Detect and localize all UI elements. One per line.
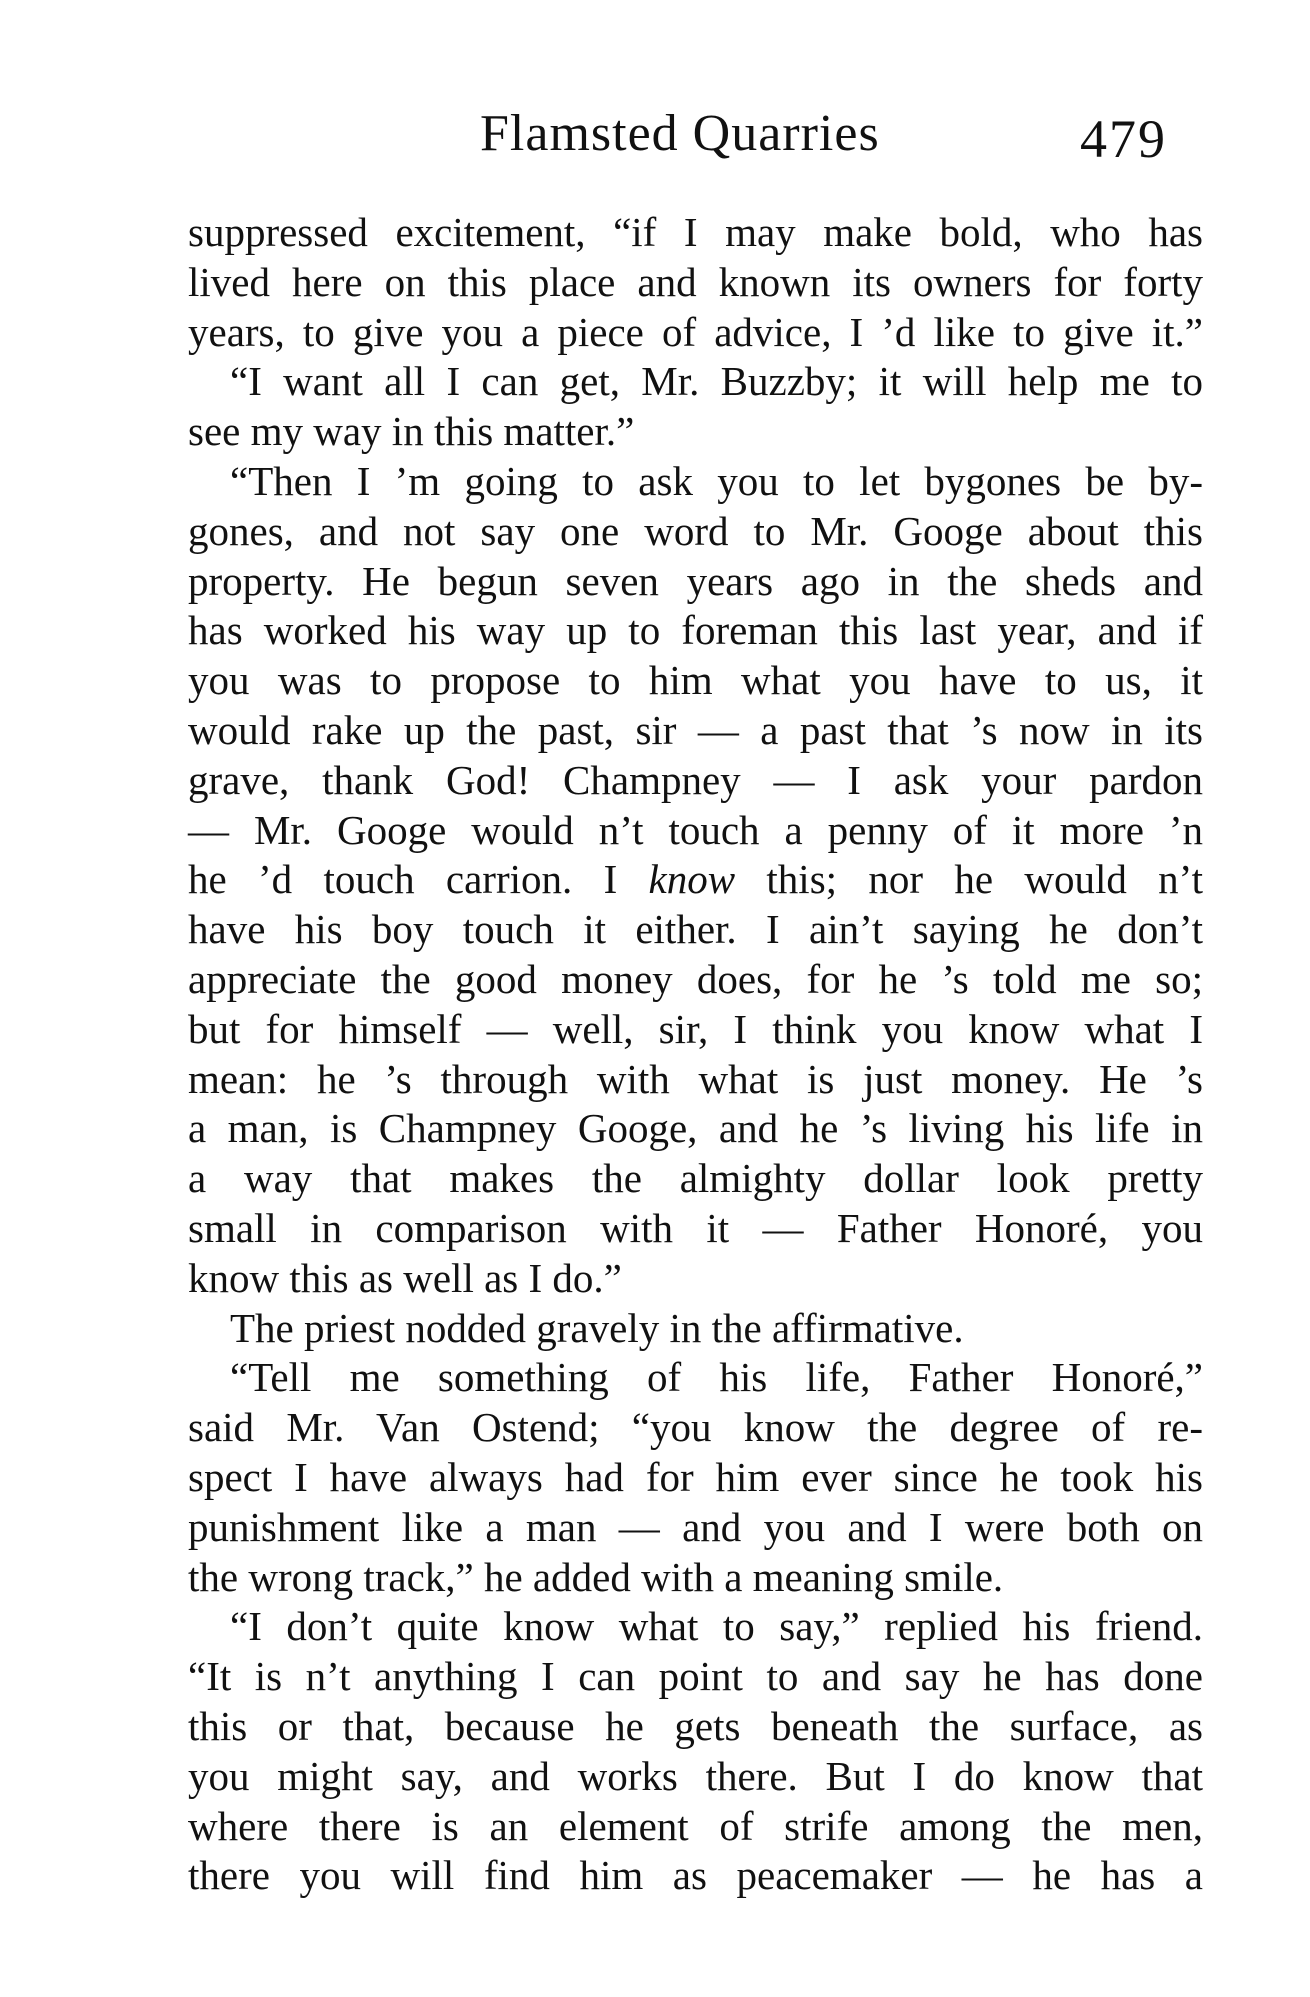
text-line: gones, and not say one word to Mr. Googe about this xyxy=(188,507,1203,554)
text-line: punishment like a man — and you and I were both on xyxy=(188,1503,1203,1550)
page-number: 479 xyxy=(1080,109,1167,169)
text-line: see my way in this matter.” xyxy=(188,408,635,455)
text-line: spect I have always had for him ever since he took his xyxy=(188,1453,1203,1500)
text-line: property. He begun seven years ago in the sheds and xyxy=(188,557,1203,604)
text-line: “Tell me something of his life, Father Honoré,” xyxy=(230,1354,1203,1401)
text-line: “I don’t quite know what to say,” replied his friend. xyxy=(230,1603,1203,1650)
text-line: appreciate the good money does, for he ’s told me so; xyxy=(188,955,1203,1002)
text-line: small in comparison with it — Father Honoré, you xyxy=(188,1204,1203,1251)
text-line: but for himself — well, sir, I think you know what I xyxy=(188,1005,1203,1052)
text-line: mean: he ’s through with what is just money. He ’s xyxy=(188,1055,1203,1102)
text-line: years, to give you a piece of advice, I ’d like to give it.” xyxy=(188,308,1203,355)
text-line: has worked his way up to foreman this last year, and if xyxy=(188,607,1203,654)
text-line: a way that makes the almighty dollar look pretty xyxy=(188,1155,1203,1202)
text-line: — Mr. Googe would n’t touch a penny of it more ’n xyxy=(188,806,1203,853)
emphasized-word: know xyxy=(648,856,736,903)
text-line: “Then I ’m going to ask you to let bygones be by- xyxy=(230,457,1203,504)
text-line: The priest nodded gravely in the affirmative. xyxy=(230,1304,964,1351)
text-line: he ’d touch carrion. I know this; nor he would n’t xyxy=(188,856,1203,903)
text-line: lived here on this place and known its owners for forty xyxy=(188,258,1203,305)
text-line: the wrong track,” he added with a meaning smile. xyxy=(188,1553,1004,1600)
text-line: grave, thank God! Champney — I ask your pardon xyxy=(188,756,1203,803)
text-line: a man, is Champney Googe, and he ’s living his life in xyxy=(188,1105,1203,1152)
running-head: Flamsted Quarries xyxy=(480,105,880,162)
text-line: you might say, and works there. But I do know that xyxy=(188,1752,1203,1799)
text-line: you was to propose to him what you have to us, it xyxy=(188,657,1203,704)
text-line: there you will find him as peacemaker — he has a xyxy=(188,1852,1203,1899)
text-line: said Mr. Van Ostend; “you know the degree of re- xyxy=(188,1404,1203,1451)
text-line: have his boy touch it either. I ain’t saying he don’t xyxy=(188,906,1203,953)
text-line: where there is an element of strife among the men, xyxy=(188,1802,1203,1849)
text-line: this or that, because he gets beneath the surface, as xyxy=(188,1702,1203,1749)
text-line: would rake up the past, sir — a past that ’s now in its xyxy=(188,706,1203,753)
text-line: suppressed excitement, “if I may make bold, who has xyxy=(188,209,1203,255)
text-line: “It is n’t anything I can point to and say he has done xyxy=(188,1653,1203,1700)
text-line: know this as well as I do.” xyxy=(188,1254,622,1301)
text-line: “I want all I can get, Mr. Buzzby; it will help me to xyxy=(230,358,1203,405)
body-text xyxy=(188,208,1203,1901)
